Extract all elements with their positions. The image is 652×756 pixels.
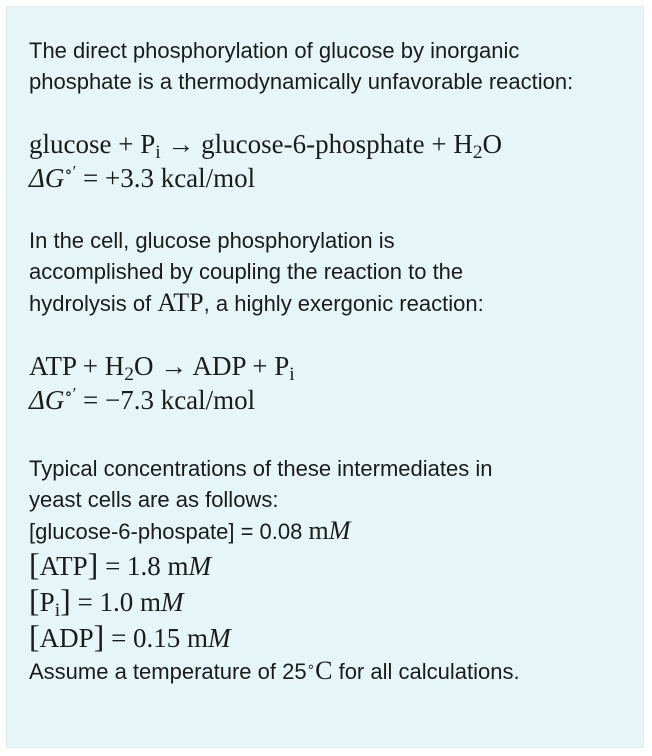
problem-card: [6, 6, 644, 748]
reactant-pi: $P_i$: [140, 129, 161, 163]
plus-sign: +: [431, 129, 447, 159]
temperature-line: Assume a temperature of 25∘C for all calculations.: [29, 656, 520, 685]
reaction-arrow: →: [160, 351, 188, 381]
delta-g-2: ΔG∘′ = −7.3 kcal/mol: [29, 383, 256, 415]
intro-paragraph: The direct phosphorylation of glucose by inorganic phosphate is a thermodynamically unfavorable reaction:: [29, 38, 574, 94]
conc-atp: [ATP] = 1.8 mM: [29, 546, 212, 582]
atp-inline: ATP: [157, 288, 204, 317]
coupling-paragraph: [29, 225, 621, 319]
product-pi: $P_i$: [274, 351, 295, 385]
conc-adp: [ADP] = 0.15 mM: [29, 618, 231, 654]
reactant-atp: ATP: [29, 351, 77, 381]
plus-sign: +: [118, 129, 134, 159]
coupling-line-3a: hydrolysis of: [29, 291, 158, 316]
coupling-line-1: In the cell, glucose phosphorylation is: [29, 228, 395, 253]
concentration-intro-2: yeast cells are as follows:: [29, 487, 279, 512]
conc-pi: $[P_i] = 1.0$ mM: [29, 582, 184, 621]
product-water: $H_2O$: [453, 129, 503, 163]
reactant-glucose: glucose: [29, 129, 112, 159]
delta-g-1: ΔG∘′ = +3.3 kcal/mol: [29, 161, 256, 193]
reaction-1-equation: [29, 127, 621, 161]
reaction-2-equation: [29, 349, 621, 383]
reactant-water: $H_2O$: [104, 351, 154, 385]
concentration-intro-1: Typical concentrations of these intermediates in: [29, 456, 493, 481]
product-adp: ADP: [192, 351, 246, 381]
conc-g6p: [glucose-6-phospate] = 0.08 mM: [29, 516, 351, 545]
plus-sign: +: [252, 351, 268, 381]
product-g6p: glucose-6-phosphate: [201, 129, 425, 159]
reaction-arrow: →: [167, 129, 195, 159]
plus-sign: +: [82, 351, 98, 381]
coupling-line-3b: , a highly exergonic reaction:: [203, 291, 484, 316]
concentrations-block: [29, 453, 621, 687]
coupling-line-2: accomplished by coupling the reaction to the: [29, 259, 464, 284]
